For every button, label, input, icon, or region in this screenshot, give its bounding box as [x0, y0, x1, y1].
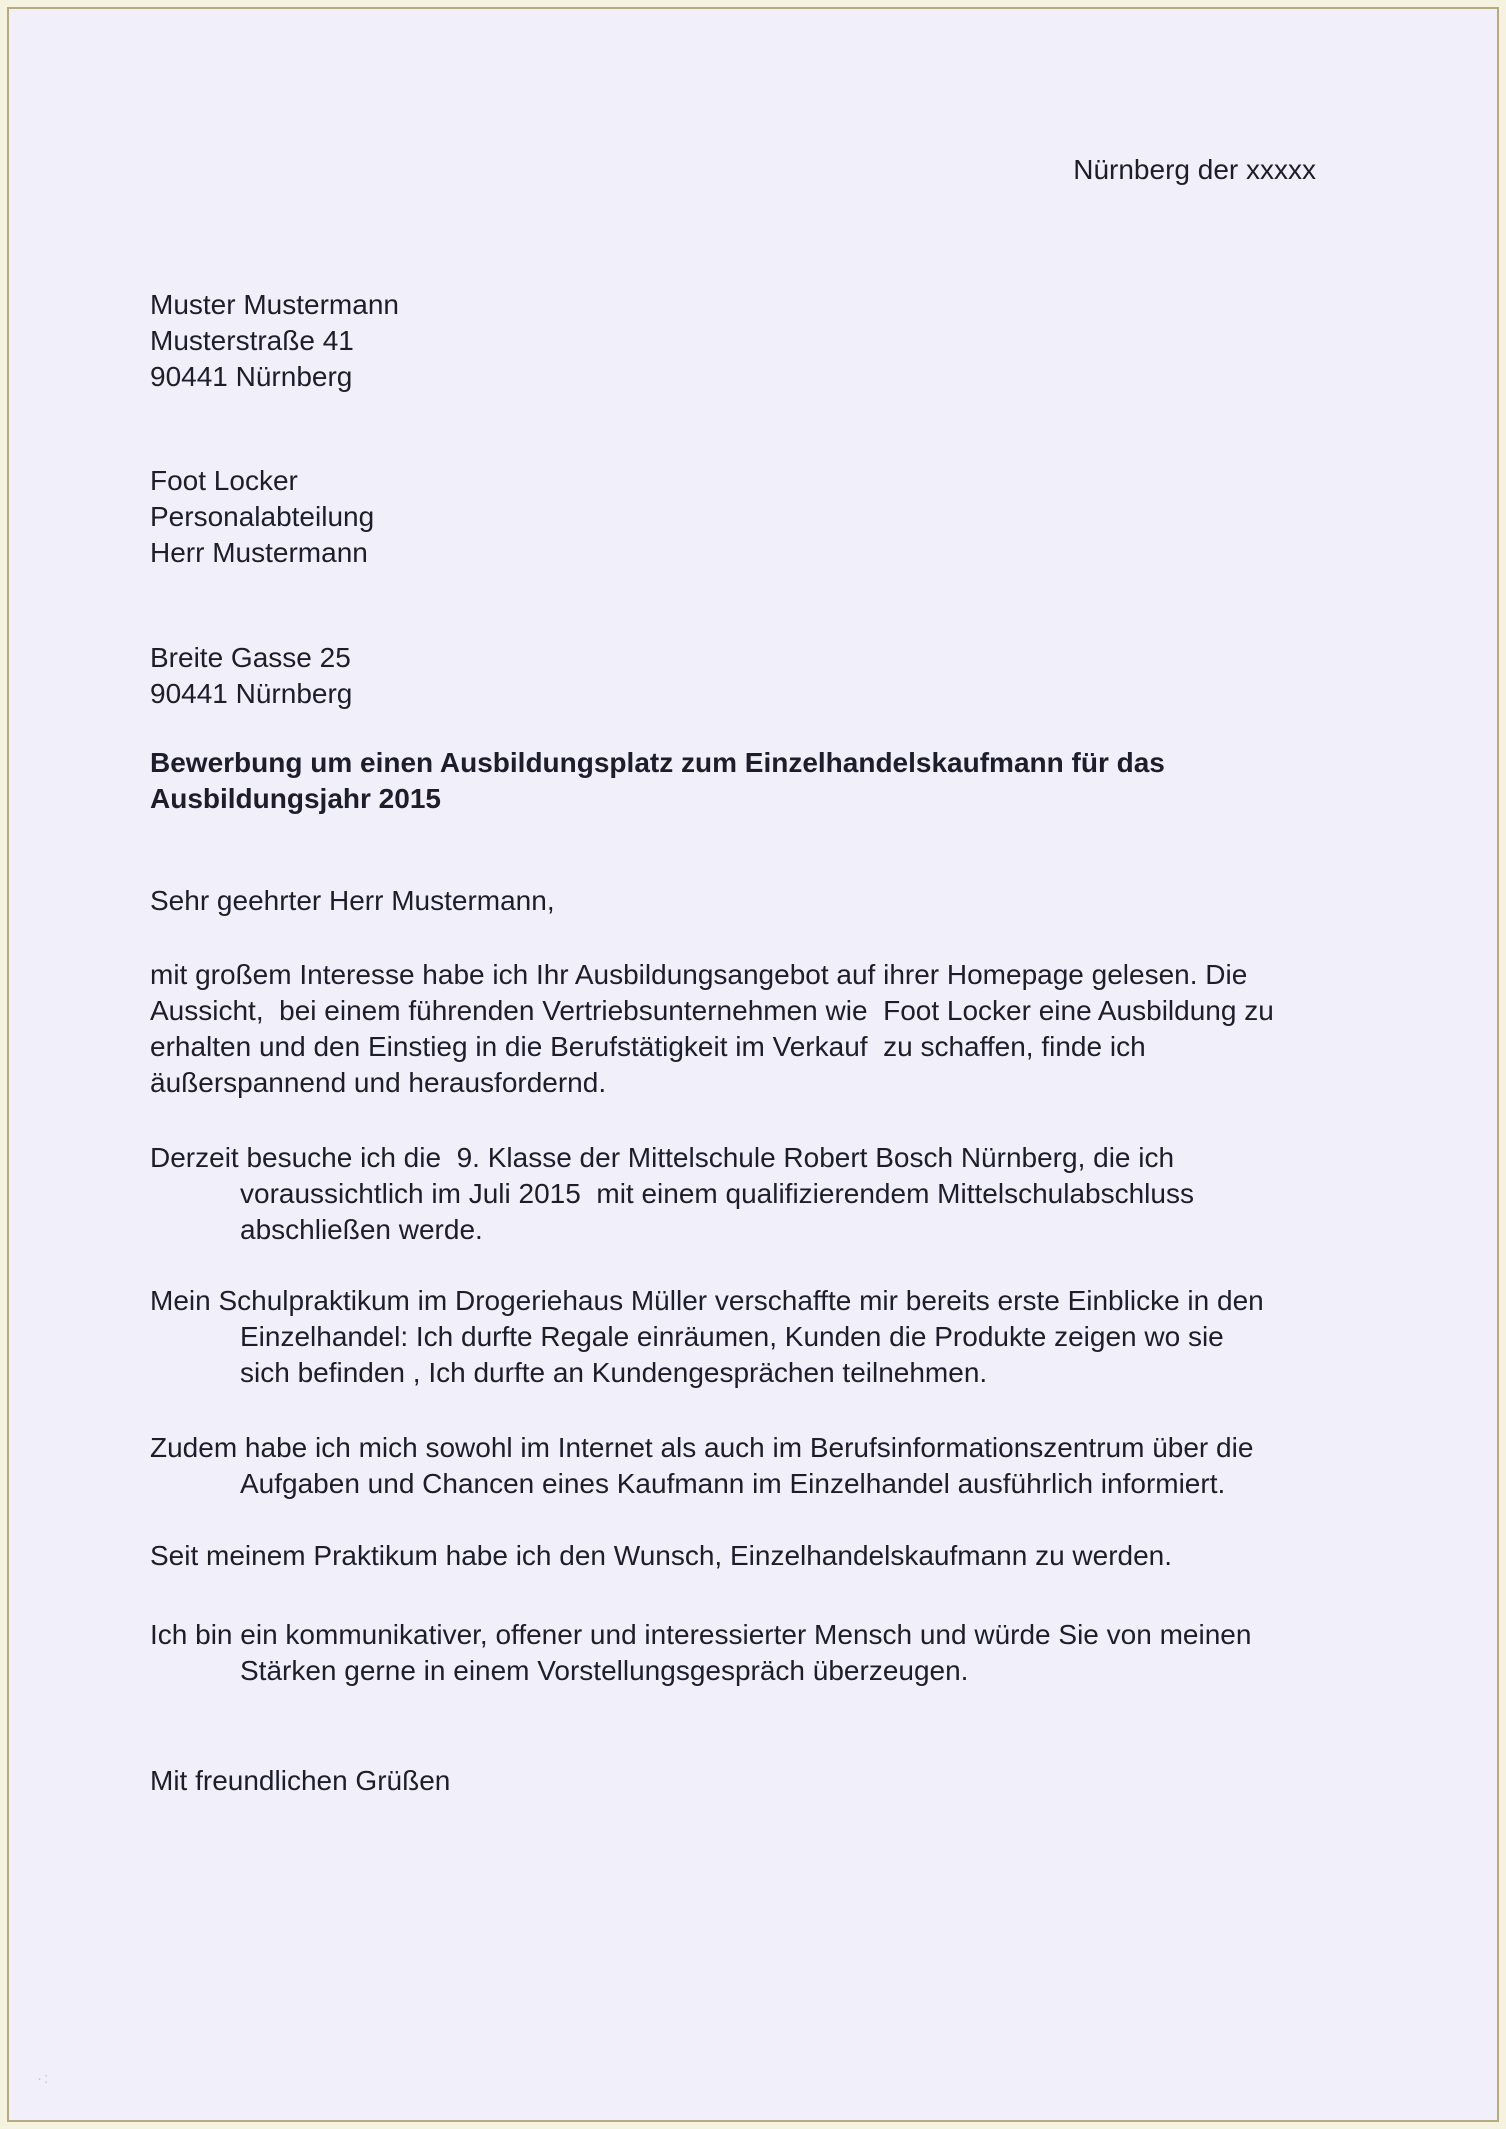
text-line: erhalten und den Einstieg in die Berufstätigkeit im Verkauf zu schaffen, finde ich — [150, 1031, 1146, 1062]
text-line: sich befinden , Ich durfte an Kundengesprächen teilnehmen. — [240, 1357, 988, 1388]
text-line: Einzelhandel: Ich durfte Regale einräumen, Kunden die Produkte zeigen wo sie — [240, 1321, 1224, 1352]
closing-phrase: Mit freundlichen Grüßen — [150, 1765, 451, 1796]
text-line: Aussicht, bei einem führenden Vertriebsunternehmen wie Foot Locker eine Ausbildung zu — [150, 995, 1274, 1026]
text-line: Stärken gerne in einem Vorstellungsgespräch überzeugen. — [240, 1655, 969, 1686]
text-line: Musterstraße 41 — [150, 325, 354, 356]
text-line: Zudem habe ich mich sowohl im Internet als auch im Berufsinformationszentrum über die — [150, 1432, 1254, 1463]
body-paragraph — [150, 1140, 1497, 1248]
text-line: 90441 Nürnberg — [150, 361, 353, 392]
text-line: Breite Gasse 25 — [150, 642, 351, 673]
text-line: äußerspannend und herausfordernd. — [150, 1067, 607, 1098]
recipient-street-address — [150, 640, 1497, 712]
text-line: Personalabteilung — [150, 501, 375, 532]
text-line: 90441 Nürnberg — [150, 678, 353, 709]
letter-content — [9, 152, 1497, 2122]
text-line: Mein Schulpraktikum im Drogeriehaus Müller verschaffte mir bereits erste Einblicke in den — [150, 1285, 1264, 1316]
body-paragraph — [150, 957, 1497, 1101]
text-line: voraussichtlich im Juli 2015 mit einem qualifizierendem Mittelschulabschluss — [240, 1178, 1194, 1209]
text-line: mit großem Interesse habe ich Ihr Ausbildungsangebot auf ihrer Homepage gelesen. Die — [150, 959, 1248, 990]
text-line: Seit meinem Praktikum habe ich den Wunsch, Einzelhandelskaufmann zu werden. — [150, 1540, 1173, 1571]
text-line: abschließen werde. — [240, 1214, 483, 1245]
text-line: Herr Mustermann — [150, 537, 368, 568]
text-line: Derzeit besuche ich die 9. Klasse der Mittelschule Robert Bosch Nürnberg, die ich — [150, 1142, 1175, 1173]
scan-artifact: ·: — [37, 2070, 51, 2087]
text-line: Ich bin ein kommunikativer, offener und interessierter Mensch und würde Sie von meinen — [150, 1619, 1252, 1650]
date-line: Nürnberg der xxxxx — [1073, 154, 1316, 185]
text-line: Bewerbung um einen Ausbildungsplatz zum Einzelhandelskaufmann für das — [150, 747, 1165, 778]
text-line: Ausbildungsjahr 2015 — [150, 783, 441, 814]
salutation: Sehr geehrter Herr Mustermann, — [150, 885, 555, 916]
body-paragraph — [150, 1283, 1497, 1391]
text-line: Muster Mustermann — [150, 289, 399, 320]
text-line: Aufgaben und Chancen eines Kaufmann im Einzelhandel ausführlich informiert. — [240, 1468, 1226, 1499]
body-paragraph — [150, 1538, 1497, 1574]
text-line: Foot Locker — [150, 465, 298, 496]
body-paragraphs — [150, 957, 1497, 1689]
recipient-company — [150, 463, 1497, 571]
subject-line — [150, 745, 1497, 817]
body-paragraph — [150, 1430, 1497, 1502]
letter-page — [7, 7, 1499, 2122]
body-paragraph — [150, 1617, 1497, 1689]
sender-address — [150, 287, 1497, 395]
